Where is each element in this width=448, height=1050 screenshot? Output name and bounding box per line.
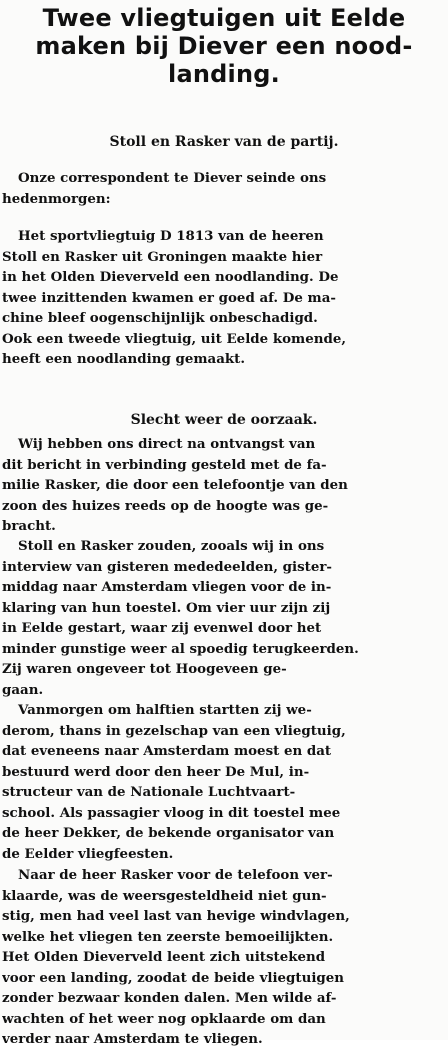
text-line: bestuurd werd door den heer De Mul, in- (2, 763, 310, 780)
headline-line: landing. (168, 60, 280, 88)
paragraph-family (2, 434, 444, 537)
paragraph-report (2, 226, 444, 370)
text-line: Naar de heer Rasker voor de telefoon ver- (18, 867, 333, 883)
text-line: chine bleef oogenschijnlijk onbeschadigd. (2, 310, 318, 326)
text-line: Het sportvliegtuig D 1813 van de heeren (18, 228, 324, 244)
text-line: hedenmorgen: (2, 190, 111, 207)
text-line: Het Olden Dieverveld leent zich uitstekend (2, 949, 326, 965)
text-line: Stoll en Rasker zouden, zooals wij in ons (18, 538, 325, 554)
paragraph-yesterday (2, 536, 444, 700)
text-line: structeur van de Nationale Luchtvaart- (2, 784, 296, 800)
text-line: wachten of het weer nog opklaarde om dan (2, 1010, 326, 1027)
text-line: de Eelder vliegfeesten. (2, 845, 174, 862)
text-line: in het Olden Dieverveld een noodlanding. De (2, 269, 339, 285)
text-line: bracht. (2, 518, 56, 534)
paragraph-weather (2, 865, 444, 1050)
subheading-slecht-weer: Slecht weer de oorzaak. (130, 412, 318, 428)
text-line: interview van gisteren mededeelden, gister- (2, 558, 332, 575)
text-line: de heer Dekker, de bekende organisator van (2, 825, 335, 841)
text-line: dat eveneens naar Amsterdam moest en dat (2, 743, 332, 759)
headline-line: Twee vliegtuigen uit Eelde (42, 4, 406, 32)
text-line: Wij hebben ons direct na ontvangst van (18, 436, 316, 452)
text-line: verder naar Amsterdam te vliegen. (2, 1031, 263, 1047)
text-line: welke het vliegen ten zeerste bemoeilijkten. (2, 928, 334, 945)
headline-line: maken bij Diever een nood- (35, 32, 413, 60)
text-line: milie Rasker, die door een telefoontje van den (2, 477, 348, 493)
headline (8, 4, 440, 88)
text-line: Vanmorgen om halftien startten zij we- (18, 702, 312, 718)
text-line: middag naar Amsterdam vliegen voor de in- (2, 579, 332, 595)
text-line: voor een landing, zoodat de beide vliegtuigen (2, 969, 345, 986)
text-line: Ook een tweede vliegtuig, uit Eelde komende, (2, 330, 347, 347)
text-line: Onze correspondent te Diever seinde ons (18, 170, 327, 186)
text-line: derom, thans in gezelschap van een vliegtuig, (2, 722, 346, 739)
text-line: school. Als passagier vloog in dit toestel mee (2, 804, 341, 821)
text-line: klaring van hun toestel. Om vier uur zijn zij (2, 599, 331, 616)
text-line: klaarde, was de weersgesteldheid niet gun- (2, 887, 327, 904)
text-line: Zij waren ongeveer tot Hoogeveen ge- (2, 661, 287, 677)
text-line: dit bericht in verbinding gesteld met de fa- (2, 456, 327, 473)
text-line: zonder bezwaar konden dalen. Men wilde af- (2, 990, 337, 1006)
text-line: zoon des huizes reeds op de hoogte was ge- (2, 497, 329, 514)
text-line: minder gunstige weer al spoedig terugkeerden. (2, 640, 359, 657)
paragraph-intro (2, 168, 444, 209)
text-line: in Eelde gestart, waar zij evenwel door het (2, 620, 322, 636)
text-line: twee inzittenden kwamen er goed af. De ma- (2, 289, 336, 306)
paragraph-this-morning (2, 700, 444, 864)
text-line: stig, men had veel last van hevige windvlagen, (2, 908, 350, 924)
text-line: heeft een noodlanding gemaakt. (2, 351, 246, 367)
text-line: gaan. (2, 681, 44, 698)
text-line: Stoll en Rasker uit Groningen maakte hier (2, 248, 323, 265)
subheading-stoll-rasker: Stoll en Rasker van de partij. (109, 134, 339, 150)
